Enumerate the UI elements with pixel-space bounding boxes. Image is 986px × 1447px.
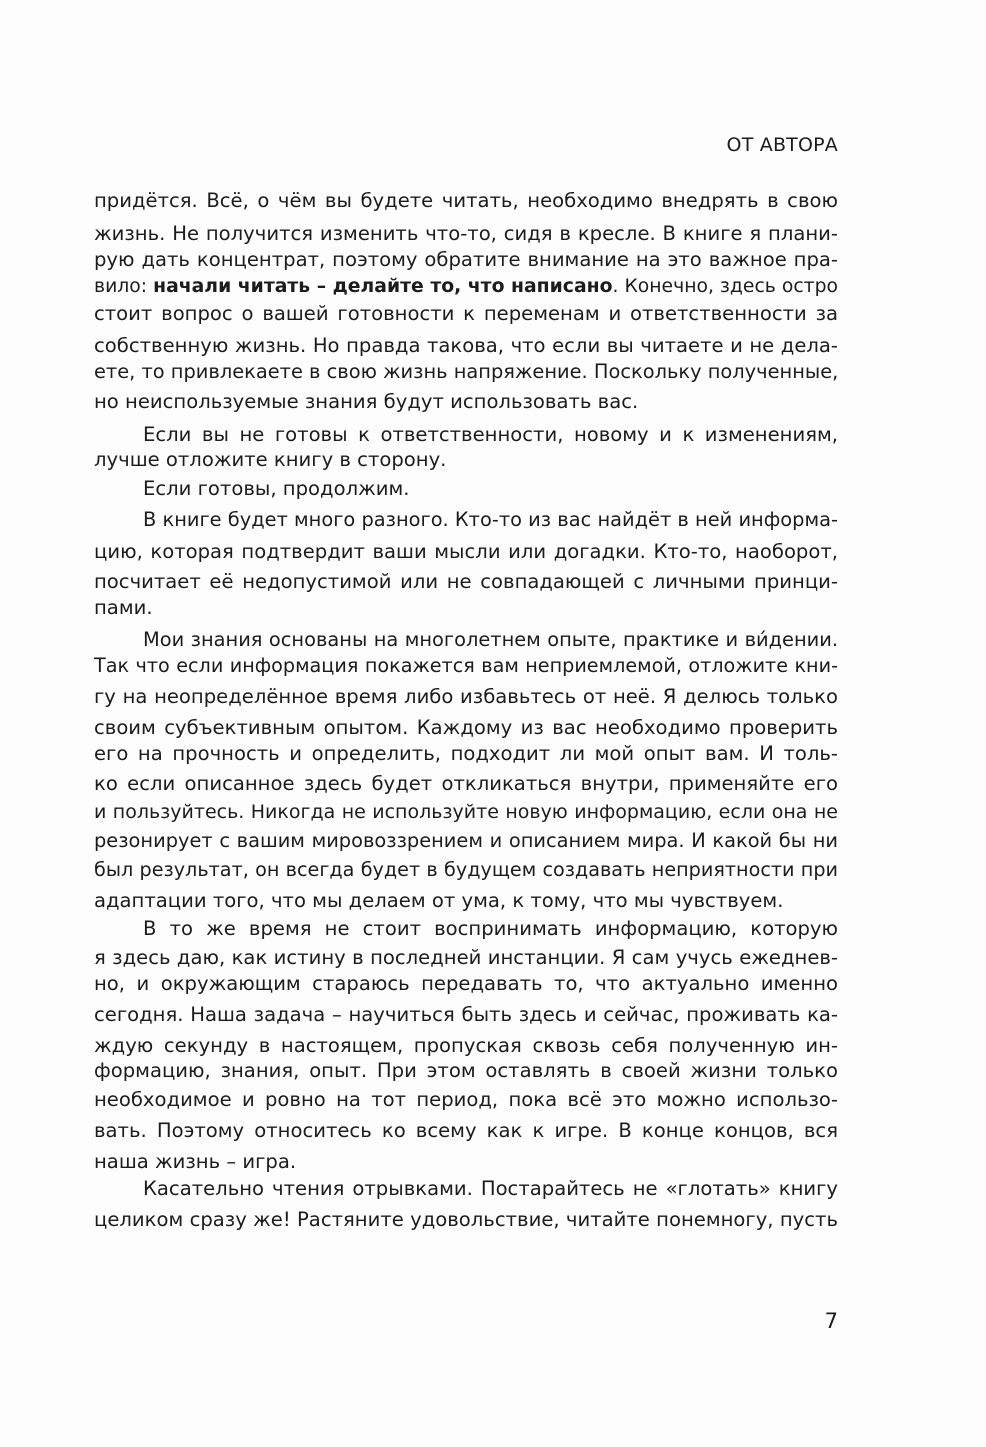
text-line: собственную жизнь. Но правда такова, что если вы читаете и не дела- <box>94 334 838 357</box>
text-line: Мои знания основаны на многолетнем опыте, практике и ви́дении. <box>143 628 838 651</box>
text-line: адаптации того, что мы делаем от ума, к тому, что мы чувствуем. <box>94 889 784 912</box>
text-line: но, и окружающим стараюсь передавать то, что актуально именно <box>94 972 838 995</box>
text-line: необходимое и ровно на тот период, пока всё это можно использо- <box>94 1088 838 1111</box>
text-line: формацию, знания, опыт. При этом оставлять в своей жизни только <box>94 1059 838 1082</box>
text-line: посчитает её недопустимой или не совпадающей с личными принци- <box>94 570 838 593</box>
text-line: целиком сразу же! Растяните удовольствие, читайте понемногу, пусть <box>94 1208 838 1231</box>
text-line: В книге будет много разного. Кто-то из вас найдёт в ней информа- <box>143 508 838 531</box>
running-head: ОТ АВТОРА <box>726 134 838 156</box>
bold-rule: начали читать – делайте то, что написано <box>153 276 613 297</box>
text-line-start: вило: <box>94 276 154 297</box>
text-line: вать. Поэтому относитесь ко всему как к игре. В конце концов, вся <box>94 1119 838 1142</box>
text-line: ете, то привлекаете в свою жизнь напряжение. Поскольку полученные, <box>94 360 838 383</box>
text-line: Если вы не готовы к ответственности, новому и к изменениям, <box>143 423 838 446</box>
text-line: придётся. Всё, о чём вы будете читать, необходимо внедрять в свою <box>94 189 838 212</box>
text-line: жизнь. Не получится изменить что-то, сидя в кресле. В книге я плани- <box>94 222 838 245</box>
text-line: наша жизнь – игра. <box>94 1150 297 1173</box>
text-line: Если готовы, продолжим. <box>143 477 410 500</box>
text-line: был результат, он всегда будет в будущем создавать неприятности при <box>94 858 838 881</box>
text-line: я здесь даю, как истину в последней инстанции. Я сам учусь ежеднев- <box>94 946 838 969</box>
text-line: но неиспользуемые знания будут использовать вас. <box>94 390 639 413</box>
text-line: своим субъективным опытом. Каждому из вас необходимо проверить <box>94 716 838 739</box>
text-line: и пользуйтесь. Никогда не используйте новую информацию, если она не <box>94 801 838 823</box>
text-line: ждую секунду в настоящем, пропуская сквозь себя полученную ин- <box>94 1034 838 1057</box>
page-number: 7 <box>824 1309 838 1333</box>
text-line: лучше отложите книгу в сторону. <box>94 448 447 471</box>
text-line-end: . Конечно, здесь остро <box>612 276 838 297</box>
text-line: Касательно чтения отрывками. Постарайтесь не «глотать» книгу <box>143 1177 838 1200</box>
text-line: Так что если информация покажется вам неприемлемой, отложите кни- <box>94 654 838 677</box>
text-line: сегодня. Наша задача – научиться быть здесь и сейчас, проживать ка- <box>94 1003 838 1026</box>
text-line: ко если описанное здесь будет откликаться внутри, применяйте его <box>94 772 838 795</box>
text-line: В то же время не стоит воспринимать информацию, которую <box>143 917 838 940</box>
text-line: резонирует с вашим мировоззрением и описанием мира. И какой бы ни <box>94 829 838 852</box>
text-line: его на прочность и определить, подходит ли мой опыт вам. И толь- <box>94 742 838 765</box>
text-line: цию, которая подтвердит ваши мысли или догадки. Кто-то, наоборот, <box>94 540 838 563</box>
text-line: пами. <box>94 596 153 619</box>
text-line: гу на неопределённое время либо избавьтесь от неё. Я делюсь только <box>94 685 838 708</box>
text-line: стоит вопрос о вашей готовности к переменам и ответственности за <box>94 302 838 325</box>
text-line: рую дать концентрат, поэтому обратите внимание на это важное пра- <box>94 248 838 271</box>
